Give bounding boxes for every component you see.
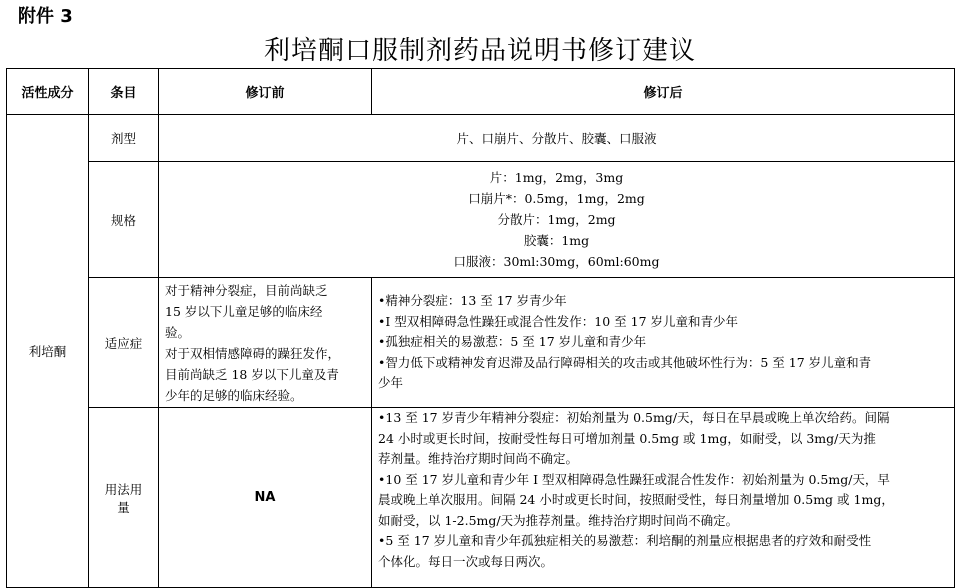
dosage-after-line: •13 至 17 岁青少年精神分裂症：初始剂量为 0.5mg/天，每日在早晨或晚上单次给药。间隔 [378, 410, 890, 425]
attachment-label: 附件 3 [18, 6, 73, 27]
row-indication [7, 278, 955, 408]
indication-before-line: 少年的足够的临床经验。 [165, 387, 303, 403]
indication-after [372, 278, 955, 408]
dosage-after-line: 晨或晚上单次服用。间隔 24 小时或更长时间，按照耐受性，每日剂量增加 0.5mg 或 1mg， [378, 492, 894, 507]
dosage-after-line: •5 至 17 岁儿童和青少年孤独症相关的易激惹：利培酮的剂量应根据患者的疗效和耐受性 [378, 533, 872, 548]
header-after: 修订后 [372, 69, 955, 115]
indication-after-line: •孤独症相关的易激惹：5 至 17 岁儿童和青少年 [378, 334, 647, 350]
indication-before-line: 目前尚缺乏 18 岁以下儿童及青 [165, 366, 339, 382]
indication-before [159, 278, 372, 408]
spec-line: 胶囊：1mg [523, 233, 590, 248]
item-dosage [89, 408, 159, 588]
dosage-after-line: 荐剂量。维持治疗期时间尚不确定。 [378, 451, 579, 466]
indication-before-line: 对于双相情感障碍的躁狂发作， [165, 345, 341, 361]
dosage-after-line: 如耐受，以 1-2.5mg/天为推荐剂量。维持治疗期时间尚不确定。 [378, 512, 739, 528]
dosage-after-line: 24 小时或更长时间，按耐受性每日可增加剂量 0.5mg 或 1mg，如耐受，以 3mg/天为推 [378, 430, 876, 446]
row-dosage [7, 408, 955, 588]
ingredient-cell: 利培酮 [7, 115, 89, 588]
item-dosage-line: 量 [117, 499, 130, 515]
table-header-row [7, 69, 955, 115]
dosage-before: NA [159, 408, 372, 588]
indication-after-line: •智力低下或精神发育迟滞及品行障碍相关的攻击或其他破坏性行为：5 至 17 岁儿童和青 [378, 354, 872, 370]
spec-line: 分散片：1mg，2mg [497, 212, 616, 227]
indication-before-line: 对于精神分裂症，目前尚缺乏 [165, 282, 328, 298]
dosage-form-value: 片、口崩片、分散片、胶囊、口服液 [159, 115, 955, 162]
dosage-after-line: 个体化。每日一次或每日两次。 [378, 553, 554, 569]
header-before: 修订前 [159, 69, 372, 115]
indication-after-line: •I 型双相障碍急性躁狂或混合性发作：10 至 17 岁儿童和青少年 [378, 313, 739, 329]
spec-line: 片：1mg，2mg，3mg [489, 170, 624, 185]
dosage-after-line: •10 至 17 岁儿童和青少年 I 型双相障碍急性躁狂或混合性发作：初始剂量为 0.5mg/天，早 [378, 471, 890, 487]
document-title: 利培酮口服制剂药品说明书修订建议 [263, 36, 696, 66]
header-ingredient: 活性成分 [7, 69, 89, 115]
spec-line: 口服液：30ml:30mg，60ml:60mg [453, 254, 660, 269]
header-item: 条目 [89, 69, 159, 115]
item-dosage-line: 用法用 [104, 481, 143, 497]
row-dosage-form [7, 115, 955, 162]
indication-after-line: •精神分裂症：13 至 17 岁青少年 [378, 293, 567, 309]
item-dosage-form: 剂型 [89, 115, 159, 162]
revision-table [6, 68, 955, 588]
item-indication: 适应症 [89, 278, 159, 408]
item-spec: 规格 [89, 162, 159, 278]
spec-line: 口崩片*：0.5mg，1mg，2mg [468, 191, 645, 206]
spec-value [159, 162, 955, 278]
indication-after-line: 少年 [378, 375, 404, 391]
dosage-after [372, 408, 955, 588]
row-spec [7, 162, 955, 278]
indication-before-line: 验。 [165, 324, 191, 340]
indication-before-line: 15 岁以下儿童足够的临床经 [165, 303, 323, 319]
